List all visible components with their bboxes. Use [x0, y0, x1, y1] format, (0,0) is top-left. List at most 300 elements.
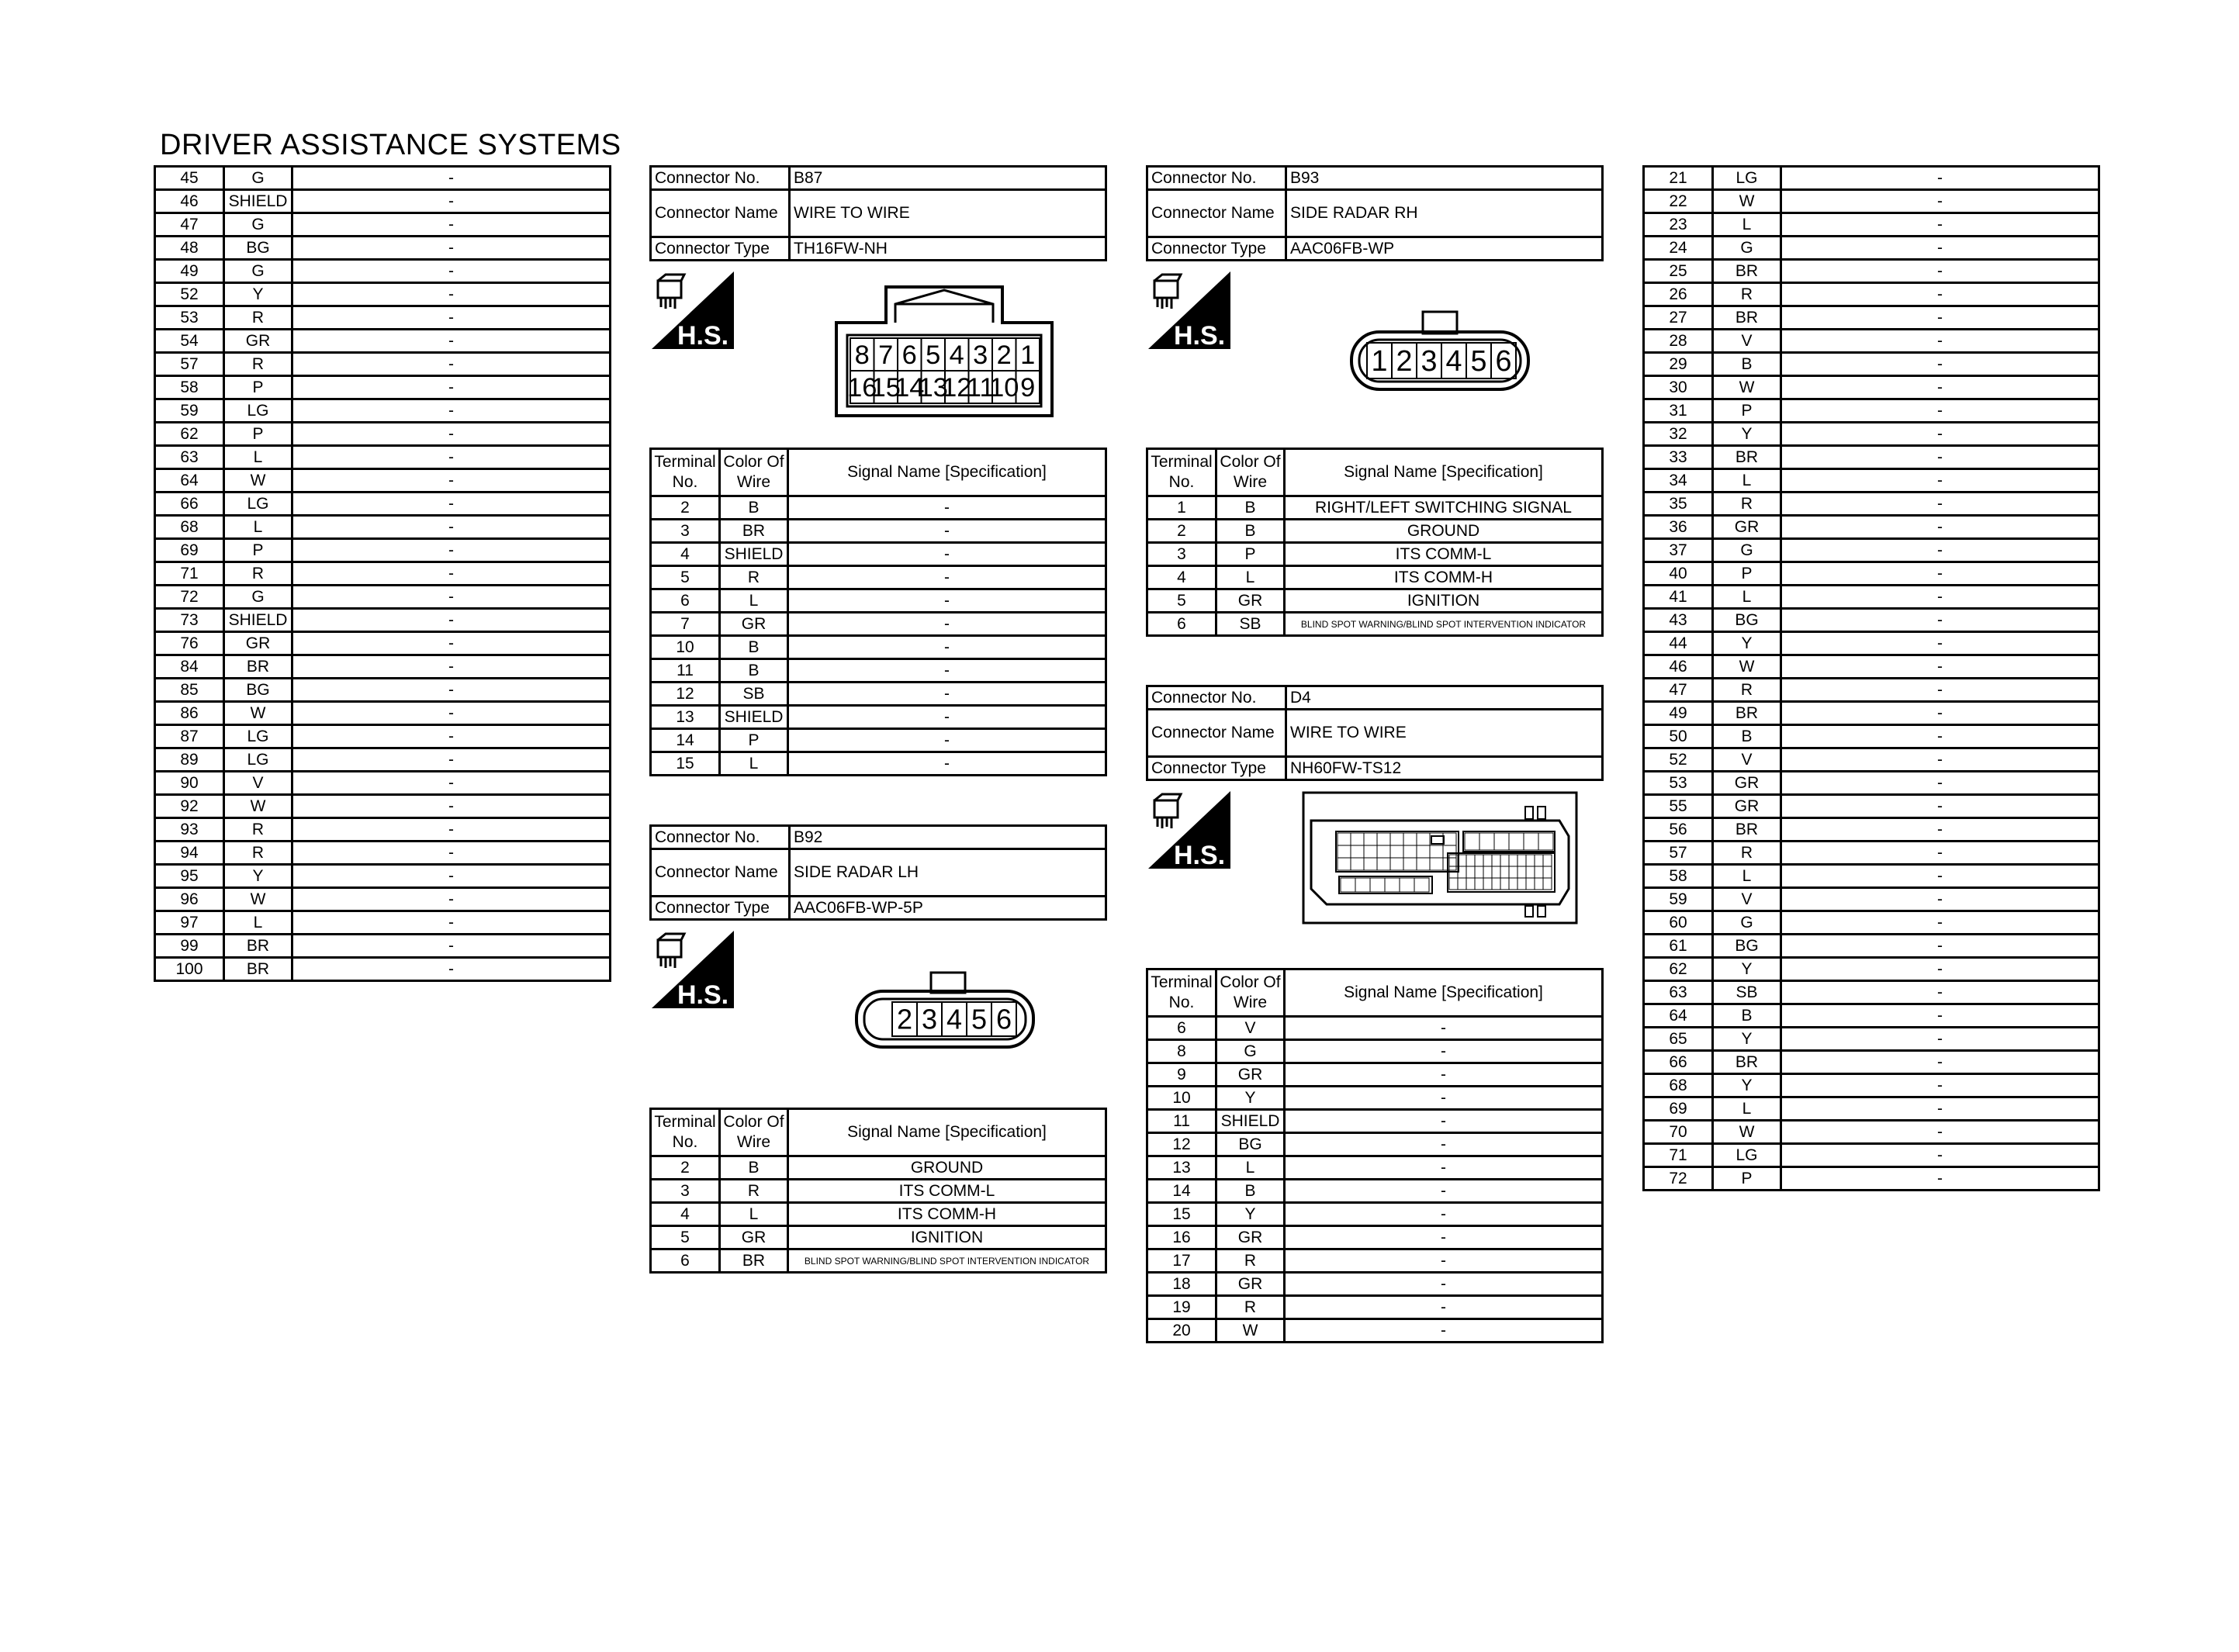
- terminal-no: 62: [155, 423, 224, 446]
- terminal-no: 1: [1147, 496, 1216, 520]
- pin-number: 3: [973, 340, 988, 370]
- wire-color: GR: [720, 1226, 788, 1249]
- terminal-no: 14: [651, 729, 720, 752]
- harness-side-label: H.S.: [1173, 841, 1226, 870]
- wire-color: LG: [224, 492, 292, 516]
- terminal-no: 3: [651, 520, 720, 543]
- wire-color: B: [1216, 1180, 1285, 1203]
- table-row: [1147, 1249, 1603, 1273]
- conn-type-value: AAC06FB-WP: [1286, 237, 1603, 261]
- terminal-no: 16: [1147, 1226, 1216, 1249]
- wire-color: G: [224, 260, 292, 283]
- signal-name: -: [788, 706, 1106, 729]
- table-row: [155, 958, 611, 981]
- table-row: [1644, 609, 2099, 632]
- signal-name: -: [1781, 655, 2099, 679]
- signal-name-header: Signal Name [Specification]: [788, 449, 1106, 496]
- table-row: [1147, 520, 1603, 543]
- cavity-cell: [1535, 866, 1543, 878]
- signal-name: -: [1781, 353, 2099, 376]
- signal-name: -: [1781, 260, 2099, 283]
- table-row: [1644, 562, 2099, 586]
- connector-b87-diagram: [833, 285, 1055, 419]
- signal-name: -: [1285, 1249, 1603, 1273]
- wire-color: LG: [1713, 167, 1781, 190]
- terminal-table-b92: [649, 1108, 1107, 1274]
- terminal-no: 43: [1644, 609, 1713, 632]
- wire-color: G: [1713, 539, 1781, 562]
- signal-name: -: [292, 655, 611, 679]
- wire-color-header: Color Of Wire: [1216, 449, 1285, 496]
- cavity-cell: [1338, 858, 1351, 870]
- signal-name: -: [292, 935, 611, 958]
- table-row: [1644, 1144, 2099, 1167]
- table-row: [1644, 330, 2099, 353]
- wire-color: Y: [1713, 958, 1781, 981]
- table-row: [1147, 1226, 1603, 1249]
- terminal-no: 65: [1644, 1028, 1713, 1051]
- connector-info-b93: [1146, 165, 1604, 261]
- wire-color: P: [224, 539, 292, 562]
- terminal-no: 15: [651, 752, 720, 776]
- table-row: [155, 283, 611, 306]
- wire-color: W: [1713, 1121, 1781, 1144]
- cavity-cell: [1483, 878, 1492, 890]
- terminal-no: 97: [155, 911, 224, 935]
- signal-name: -: [1781, 981, 2099, 1004]
- signal-name: -: [1781, 190, 2099, 213]
- terminal-no: 23: [1644, 213, 1713, 237]
- signal-name: ITS COMM-L: [788, 1180, 1106, 1203]
- wire-color: BR: [1713, 306, 1781, 330]
- terminal-no: 55: [1644, 795, 1713, 818]
- pin-number: 16: [847, 372, 877, 403]
- signal-name: -: [292, 888, 611, 911]
- signal-name: -: [292, 748, 611, 772]
- conn-name-label: Connector Name: [651, 190, 790, 237]
- terminal-no: 87: [155, 725, 224, 748]
- terminal-no: 13: [651, 706, 720, 729]
- table-row: [1644, 842, 2099, 865]
- wire-color: P: [1713, 399, 1781, 423]
- terminal-no: 59: [155, 399, 224, 423]
- wire-color: R: [720, 566, 788, 589]
- pin-number: 10: [989, 372, 1019, 403]
- signal-name: -: [1781, 213, 2099, 237]
- terminal-no: 31: [1644, 399, 1713, 423]
- signal-name: -: [292, 842, 611, 865]
- terminal-no: 53: [155, 306, 224, 330]
- cavity-cell: [1509, 833, 1524, 850]
- terminal-no: 93: [155, 818, 224, 842]
- table-row: [651, 659, 1106, 683]
- terminal-no: 34: [1644, 469, 1713, 492]
- table-row: [651, 636, 1106, 659]
- signal-name: -: [1781, 1167, 2099, 1191]
- table-row: [1644, 888, 2099, 911]
- conn-name-value: WIRE TO WIRE: [1286, 710, 1603, 757]
- wire-color: B: [1216, 520, 1285, 543]
- wire-color: Y: [224, 283, 292, 306]
- cavity-cell: [1500, 855, 1509, 866]
- signal-name: -: [292, 213, 611, 237]
- cavity-cell: [1417, 858, 1430, 870]
- signal-name: -: [292, 562, 611, 586]
- connector-info-b92: [649, 824, 1107, 921]
- table-row: [651, 752, 1106, 776]
- harness-side-label: H.S.: [677, 980, 729, 1010]
- signal-name: GROUND: [788, 1156, 1106, 1180]
- table-row: [1147, 1180, 1603, 1203]
- cavity-cell: [1492, 855, 1500, 866]
- terminal-no: 37: [1644, 539, 1713, 562]
- wire-color: B: [1713, 725, 1781, 748]
- signal-name: -: [1781, 958, 2099, 981]
- terminal-no: 52: [155, 283, 224, 306]
- wire-color: L: [224, 516, 292, 539]
- table-row: [1644, 399, 2099, 423]
- wire-color: P: [1713, 562, 1781, 586]
- table-row: [1644, 655, 2099, 679]
- wire-color: V: [1713, 748, 1781, 772]
- table-row: [155, 911, 611, 935]
- terminal-no: 96: [155, 888, 224, 911]
- terminal-no: 56: [1644, 818, 1713, 842]
- terminal-no: 21: [1644, 167, 1713, 190]
- table-row: [155, 446, 611, 469]
- cavity-cell: [1403, 833, 1417, 845]
- signal-name: -: [1285, 1133, 1603, 1156]
- wire-color: R: [224, 818, 292, 842]
- signal-name: -: [292, 609, 611, 632]
- table-row: [155, 423, 611, 446]
- cavity-cell: [1483, 866, 1492, 878]
- table-row: [1644, 586, 2099, 609]
- wire-color: G: [1713, 237, 1781, 260]
- terminal-no: 72: [155, 586, 224, 609]
- table-row: [1644, 702, 2099, 725]
- cavity-cell: [1475, 866, 1483, 878]
- wire-color: LG: [224, 399, 292, 423]
- pin-number: 5: [971, 1003, 988, 1035]
- table-row: [651, 1203, 1106, 1226]
- terminal-no: 50: [1644, 725, 1713, 748]
- signal-name: -: [1285, 1180, 1603, 1203]
- pin-number: 15: [870, 372, 901, 403]
- wire-color: GR: [1713, 772, 1781, 795]
- wire-color: GR: [1216, 589, 1285, 613]
- wire-color: R: [1216, 1296, 1285, 1319]
- terminal-no: 54: [155, 330, 224, 353]
- terminal-no: 52: [1644, 748, 1713, 772]
- table-row: [1644, 492, 2099, 516]
- cavity-cell: [1517, 855, 1526, 866]
- signal-name: -: [292, 679, 611, 702]
- pin-number: 2: [1396, 344, 1413, 377]
- table-row: [1644, 1121, 2099, 1144]
- terminal-no: 2: [651, 496, 720, 520]
- table-row: [155, 306, 611, 330]
- right-terminal-table: [1642, 165, 2100, 1191]
- table-row: [651, 613, 1106, 636]
- wire-color: GR: [1216, 1273, 1285, 1296]
- table-header-row: [651, 449, 1106, 496]
- signal-name: -: [292, 702, 611, 725]
- table-row: [1644, 167, 2099, 190]
- conn-no-label: Connector No.: [1147, 686, 1286, 710]
- table-row: [1644, 260, 2099, 283]
- table-row: [155, 190, 611, 213]
- wire-color: GR: [1713, 795, 1781, 818]
- signal-name: -: [1781, 702, 2099, 725]
- wire-color: R: [224, 306, 292, 330]
- cavity-cell: [1509, 866, 1517, 878]
- table-row: [1147, 1017, 1603, 1040]
- terminal-no: 4: [651, 1203, 720, 1226]
- terminal-table-b93: [1146, 448, 1604, 637]
- terminal-no: 6: [651, 589, 720, 613]
- wire-color: BR: [1713, 1051, 1781, 1074]
- terminal-no: 7: [651, 613, 720, 636]
- signal-name: -: [1781, 237, 2099, 260]
- signal-name: -: [1285, 1273, 1603, 1296]
- cavity-cell: [1500, 866, 1509, 878]
- wire-color: SB: [720, 683, 788, 706]
- signal-name: -: [788, 729, 1106, 752]
- cavity-cell: [1535, 855, 1543, 866]
- cavity-cell: [1483, 855, 1492, 866]
- wire-color: Y: [1713, 423, 1781, 446]
- table-row: [1644, 1167, 2099, 1191]
- terminal-no: 61: [1644, 935, 1713, 958]
- cavity-cell: [1458, 878, 1466, 890]
- terminal-no: 95: [155, 865, 224, 888]
- table-row: [651, 1226, 1106, 1249]
- terminal-no: 3: [651, 1180, 720, 1203]
- table-row: [155, 655, 611, 679]
- signal-name: -: [1285, 1226, 1603, 1249]
- wire-color: BR: [224, 935, 292, 958]
- cavity-cell: [1475, 878, 1483, 890]
- wire-color: W: [224, 888, 292, 911]
- signal-name: -: [1285, 1203, 1603, 1226]
- conn-no-value: B92: [790, 826, 1106, 849]
- signal-name: -: [1781, 748, 2099, 772]
- wire-color: L: [1713, 469, 1781, 492]
- terminal-no: 53: [1644, 772, 1713, 795]
- cavity-cell: [1377, 858, 1390, 870]
- terminal-no: 10: [1147, 1087, 1216, 1110]
- cavity-cell: [1338, 845, 1351, 858]
- terminal-no: 33: [1644, 446, 1713, 469]
- signal-name: -: [1781, 539, 2099, 562]
- cavity-cell: [1377, 833, 1390, 845]
- cavity-cell: [1400, 878, 1414, 892]
- wire-color: SB: [1216, 613, 1285, 636]
- signal-name: -: [1781, 586, 2099, 609]
- terminal-no: 86: [155, 702, 224, 725]
- terminal-no: 27: [1644, 306, 1713, 330]
- conn-no-label: Connector No.: [1147, 167, 1286, 190]
- terminal-no: 30: [1644, 376, 1713, 399]
- table-row: [1147, 1110, 1603, 1133]
- wire-color: BR: [1713, 818, 1781, 842]
- table-row: [1644, 190, 2099, 213]
- terminal-no: 90: [155, 772, 224, 795]
- cavity-cell: [1479, 833, 1494, 850]
- terminal-no: 99: [155, 935, 224, 958]
- wire-color: L: [1713, 865, 1781, 888]
- table-row: [155, 399, 611, 423]
- signal-name: -: [292, 958, 611, 981]
- cavity-cell: [1492, 866, 1500, 878]
- wire-color: Y: [224, 865, 292, 888]
- table-row: [155, 562, 611, 586]
- table-row: [1644, 748, 2099, 772]
- table-row: [1644, 516, 2099, 539]
- harness-side-icon: [650, 270, 735, 351]
- wire-color: L: [720, 752, 788, 776]
- table-row: [155, 492, 611, 516]
- cavity-cell: [1465, 833, 1479, 850]
- signal-name: -: [788, 589, 1106, 613]
- terminal-no: 48: [155, 237, 224, 260]
- table-row: [155, 632, 611, 655]
- wire-color: V: [1216, 1017, 1285, 1040]
- table-header-row: [1147, 449, 1603, 496]
- signal-name: -: [292, 376, 611, 399]
- wire-color: BR: [720, 520, 788, 543]
- signal-name: -: [1285, 1040, 1603, 1063]
- signal-name: -: [1781, 562, 2099, 586]
- terminal-no: 41: [1644, 586, 1713, 609]
- table-row: [155, 865, 611, 888]
- terminal-no: 47: [155, 213, 224, 237]
- pin-number: 6: [995, 1003, 1012, 1035]
- wire-color: BG: [224, 679, 292, 702]
- wire-color: B: [720, 1156, 788, 1180]
- cavity-cell: [1466, 866, 1475, 878]
- cavity-cell: [1341, 878, 1355, 892]
- terminal-no: 9: [1147, 1063, 1216, 1087]
- signal-name: -: [292, 469, 611, 492]
- signal-name: -: [292, 586, 611, 609]
- cavity-cell: [1390, 858, 1403, 870]
- terminal-no: 4: [651, 543, 720, 566]
- wire-color: L: [224, 446, 292, 469]
- table-row: [155, 167, 611, 190]
- table-row: [155, 213, 611, 237]
- signal-name: -: [1285, 1087, 1603, 1110]
- wire-color: GR: [1713, 516, 1781, 539]
- conn-no-value: B93: [1286, 167, 1603, 190]
- table-row: [155, 772, 611, 795]
- signal-name: -: [1781, 1028, 2099, 1051]
- wire-color: L: [224, 911, 292, 935]
- table-row: [155, 818, 611, 842]
- terminal-no: 17: [1147, 1249, 1216, 1273]
- wire-color: R: [1713, 283, 1781, 306]
- table-row: [651, 589, 1106, 613]
- signal-name: -: [1781, 772, 2099, 795]
- signal-name: -: [1781, 1051, 2099, 1074]
- table-row: [1644, 446, 2099, 469]
- table-row: [155, 725, 611, 748]
- signal-name: -: [292, 772, 611, 795]
- signal-name: -: [292, 795, 611, 818]
- table-row: [155, 702, 611, 725]
- wire-color: R: [224, 842, 292, 865]
- wire-color: Y: [1713, 1028, 1781, 1051]
- wire-color: BR: [1713, 446, 1781, 469]
- signal-name: -: [292, 818, 611, 842]
- table-row: [155, 330, 611, 353]
- terminal-no: 19: [1147, 1296, 1216, 1319]
- cavity-cell: [1364, 858, 1377, 870]
- signal-name-header: Signal Name [Specification]: [1285, 449, 1603, 496]
- wire-color: L: [1713, 586, 1781, 609]
- terminal-no-header: Terminal No.: [651, 1109, 720, 1156]
- signal-name: -: [292, 190, 611, 213]
- pin-number: 2: [896, 1003, 913, 1035]
- table-row: [651, 520, 1106, 543]
- signal-name: -: [1781, 469, 2099, 492]
- table-row: [1644, 935, 2099, 958]
- wire-color: P: [224, 423, 292, 446]
- signal-name: -: [788, 613, 1106, 636]
- table-row: [1644, 772, 2099, 795]
- terminal-no: 35: [1644, 492, 1713, 516]
- wire-color: LG: [1713, 1144, 1781, 1167]
- wire-color: LG: [224, 748, 292, 772]
- table-row: [1147, 1133, 1603, 1156]
- cavity-cell: [1543, 878, 1552, 890]
- cavity-cell: [1430, 845, 1443, 858]
- signal-name: -: [788, 683, 1106, 706]
- table-row: [1644, 1004, 2099, 1028]
- terminal-no: 66: [155, 492, 224, 516]
- signal-name: -: [788, 659, 1106, 683]
- signal-name: -: [292, 399, 611, 423]
- terminal-no: 62: [1644, 958, 1713, 981]
- table-row: [155, 888, 611, 911]
- table-header-row: [1147, 969, 1603, 1017]
- wire-color: R: [224, 353, 292, 376]
- conn-name-label: Connector Name: [651, 849, 790, 897]
- signal-name: -: [292, 539, 611, 562]
- table-row: [1644, 353, 2099, 376]
- terminal-no: 40: [1644, 562, 1713, 586]
- signal-name: -: [1285, 1110, 1603, 1133]
- terminal-no: 36: [1644, 516, 1713, 539]
- signal-name: -: [1285, 1319, 1603, 1343]
- wire-color: G: [224, 586, 292, 609]
- terminal-no-header: Terminal No.: [1147, 969, 1216, 1017]
- wire-color: Y: [1216, 1087, 1285, 1110]
- wire-color: Y: [1216, 1203, 1285, 1226]
- pin-number: 7: [878, 340, 894, 370]
- terminal-no: 5: [651, 566, 720, 589]
- terminal-no: 66: [1644, 1051, 1713, 1074]
- signal-name: -: [1781, 1144, 2099, 1167]
- wire-color: GR: [224, 632, 292, 655]
- wire-color: B: [720, 659, 788, 683]
- cavity-cell: [1377, 845, 1390, 858]
- terminal-no: 26: [1644, 283, 1713, 306]
- terminal-no: 69: [155, 539, 224, 562]
- table-row: [1147, 1203, 1603, 1226]
- signal-name: -: [1781, 725, 2099, 748]
